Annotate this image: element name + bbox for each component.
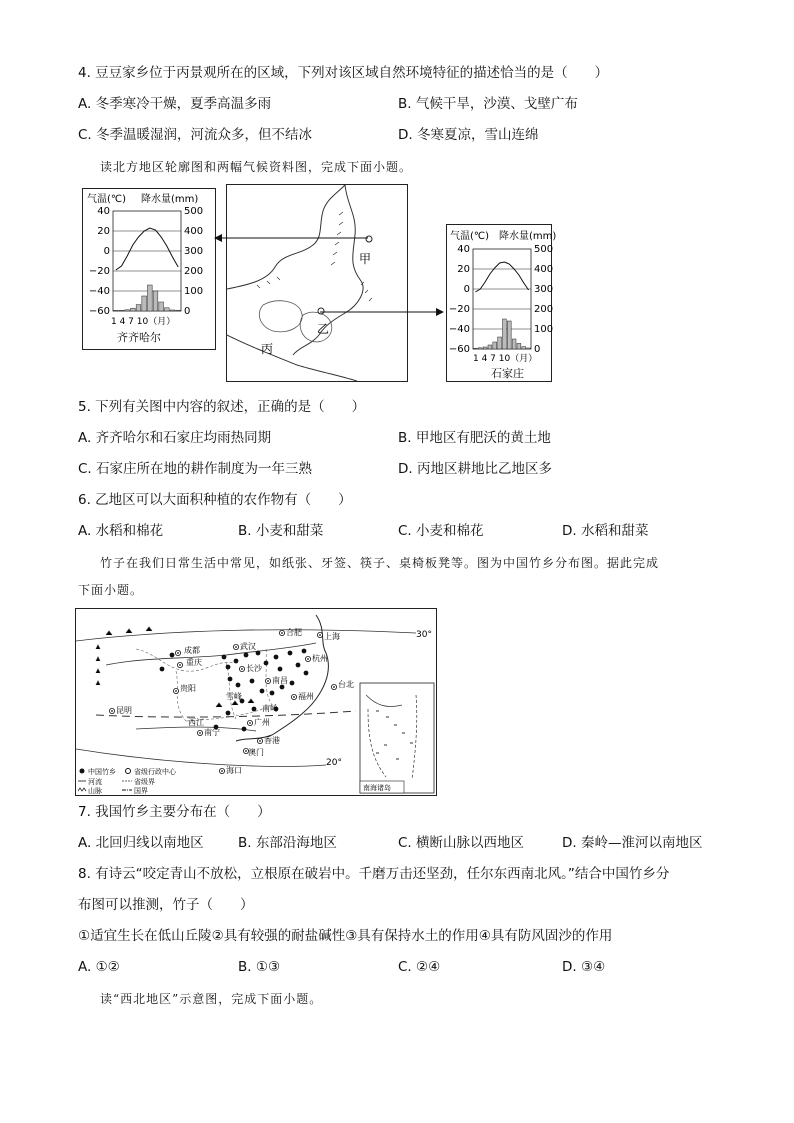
city-label-guiyang: 贵阳 bbox=[180, 684, 196, 693]
precip-bar bbox=[165, 308, 170, 311]
q4-option-b: B. 气候干旱，沙漠、戈壁广布 bbox=[398, 96, 578, 112]
precip-bar bbox=[131, 308, 136, 311]
precip-tick-label: 100 bbox=[534, 324, 554, 335]
city-label-changsha: 长沙 bbox=[246, 664, 262, 673]
q8-option-c: C. ②④ bbox=[398, 959, 441, 975]
city-label-qiqihar: 齐齐哈尔 bbox=[117, 331, 161, 344]
capital-marker-dot bbox=[199, 732, 201, 734]
capital-marker-dot bbox=[175, 690, 177, 692]
latitude-30-label: 30° bbox=[416, 630, 432, 640]
capital-marker-dot bbox=[249, 722, 251, 724]
region-label-yi: 乙 bbox=[317, 322, 330, 336]
q5-option-d: D. 丙地区耕地比乙地区多 bbox=[398, 461, 552, 477]
legend-river: 河流 bbox=[88, 778, 102, 786]
q8-statements: ①适宜生长在低山丘陵②具有较强的耐盐碱性③具有保持水土的作用④具有防风固沙的作用 bbox=[78, 928, 613, 944]
bamboo-town-marker bbox=[228, 677, 233, 682]
precip-tick-label: 500 bbox=[534, 244, 554, 255]
map-legend bbox=[78, 767, 177, 795]
city-label-aomen: 澳门 bbox=[248, 748, 264, 757]
precip-axis-title: 降水量(mm) bbox=[499, 231, 557, 242]
precip-bar bbox=[498, 337, 502, 349]
bamboo-distribution-map bbox=[75, 608, 437, 796]
bamboo-town-marker bbox=[280, 685, 285, 690]
q6-option-a: A. 水稻和棉花 bbox=[78, 523, 164, 539]
temp-tick-label: 20 bbox=[457, 264, 470, 275]
precip-bar bbox=[170, 310, 175, 311]
precip-axis-title: 降水量(mm) bbox=[141, 194, 199, 205]
bamboo-town-marker bbox=[242, 727, 247, 732]
bamboo-town-marker bbox=[234, 659, 239, 664]
capital-marker-dot bbox=[111, 710, 113, 712]
temp-axis-title: 气温(℃) bbox=[87, 194, 127, 205]
precip-tick-label: 200 bbox=[534, 304, 554, 315]
q7-option-a: A. 北回归线以南地区 bbox=[78, 835, 204, 851]
intro-bamboo-line2: 下面小题。 bbox=[78, 583, 144, 597]
precip-tick-label: 300 bbox=[184, 246, 204, 257]
city-label-guangzhou: 广州 bbox=[254, 718, 270, 727]
temp-tick-label: −60 bbox=[88, 306, 110, 317]
q8-option-d: D. ③④ bbox=[562, 959, 606, 975]
temp-tick-label: −40 bbox=[448, 324, 470, 335]
precip-bar bbox=[119, 310, 124, 311]
capital-marker-dot bbox=[235, 646, 237, 648]
q4-option-c: C. 冬季温暖湿润，河流众多，但不结冰 bbox=[78, 127, 313, 143]
temp-line bbox=[116, 228, 178, 270]
q4-option-d: D. 冬寒夏凉，雪山连绵 bbox=[398, 127, 539, 143]
precip-bar bbox=[527, 348, 531, 349]
month-axis-ticks: 1 4 7 10（月） bbox=[473, 354, 538, 364]
q8-stem-line2: 布图可以推测，竹子（ ） bbox=[78, 897, 254, 913]
q7-option-d: D. 秦岭—淮河以南地区 bbox=[562, 835, 703, 851]
precip-tick-label: 400 bbox=[184, 226, 204, 237]
capital-marker-dot bbox=[281, 632, 283, 634]
climate-chart-qiqihar bbox=[82, 188, 216, 350]
bamboo-town-marker bbox=[296, 663, 301, 668]
precip-bar bbox=[517, 343, 521, 349]
precip-bar bbox=[474, 348, 478, 349]
climate-chart-shijiazhuang bbox=[446, 224, 557, 382]
intro-bamboo-line1: 竹子在我们日常生活中常见，如纸张、牙签、筷子、桌椅板凳等。图为中国竹乡分布图。据此完成 bbox=[100, 556, 660, 570]
capital-marker-dot bbox=[319, 634, 321, 636]
city-label-nanchang: 南昌 bbox=[272, 676, 288, 685]
capital-marker-dot bbox=[221, 770, 223, 772]
temp-tick-label: −20 bbox=[88, 266, 110, 277]
south-china-sea-inset bbox=[360, 683, 434, 793]
q5-option-a: A. 齐齐哈尔和石家庄均雨热同期 bbox=[78, 430, 272, 446]
city-label-shijiazhuang: 石家庄 bbox=[491, 367, 524, 380]
precip-bar bbox=[159, 302, 164, 311]
bamboo-town-marker bbox=[250, 679, 255, 684]
legend-capital: 省级行政中心 bbox=[134, 768, 176, 776]
region-label-jia: 甲 bbox=[359, 252, 372, 266]
bamboo-town-marker bbox=[226, 665, 231, 670]
city-label-chengdu: 成都 bbox=[184, 646, 200, 655]
temp-line bbox=[475, 262, 528, 292]
capital-marker-dot bbox=[245, 750, 247, 752]
bamboo-town-marker bbox=[270, 691, 275, 696]
city-label-nanning: 南宁 bbox=[204, 728, 220, 737]
q8-stem-line1: 8. 有诗云“咬定青山不放松，立根原在破岩中。千磨万击还坚劲，任尔东西南北风。”结合中国竹乡分 bbox=[78, 866, 670, 882]
precip-bar bbox=[488, 345, 492, 349]
month-axis-ticks: 1 4 7 10（月） bbox=[111, 317, 176, 327]
capital-marker-dot bbox=[267, 680, 269, 682]
precip-bar bbox=[522, 347, 526, 349]
intro-northwest: 读“西北地区”示意图，完成下面小题。 bbox=[100, 992, 323, 1006]
q7-option-b: B. 东部沿海地区 bbox=[238, 835, 337, 851]
bamboo-town-marker bbox=[260, 689, 265, 694]
capital-marker-dot bbox=[177, 652, 179, 654]
legend-national-border: 国界 bbox=[134, 787, 148, 795]
city-label-chongqing: 重庆 bbox=[186, 658, 202, 667]
precip-bar bbox=[503, 319, 507, 349]
q5-stem: 5. 下列有关图中内容的叙述，正确的是（ ） bbox=[78, 399, 366, 415]
region-label-bing: 丙 bbox=[261, 342, 274, 356]
bamboo-town-marker bbox=[244, 653, 249, 658]
precip-bar bbox=[136, 305, 141, 311]
bamboo-town-marker bbox=[252, 707, 257, 712]
q8-option-a: A. ①② bbox=[78, 959, 120, 975]
figure1-arrows bbox=[214, 230, 454, 330]
intro-north-china: 读北方地区轮廓图和两幅气候资料图，完成下面小题。 bbox=[100, 160, 413, 174]
q7-stem: 7. 我国竹乡主要分布在（ ） bbox=[78, 804, 271, 820]
precip-bar bbox=[148, 285, 153, 311]
bamboo-town-marker bbox=[302, 649, 307, 654]
capital-marker-dot bbox=[293, 696, 295, 698]
bamboo-town-marker bbox=[288, 651, 293, 656]
city-label-kunming: 昆明 bbox=[116, 706, 132, 715]
bamboo-town-marker bbox=[236, 683, 241, 688]
bamboo-town-marker bbox=[170, 653, 175, 658]
bamboo-town-marker bbox=[278, 667, 283, 672]
precip-bar bbox=[507, 321, 511, 349]
temp-tick-label: 40 bbox=[457, 244, 470, 255]
precip-bar bbox=[125, 310, 130, 311]
city-label-xianggang: 香港 bbox=[264, 736, 280, 745]
legend-province-border: 省级界 bbox=[134, 778, 155, 786]
bamboo-town-marker bbox=[222, 655, 227, 660]
precip-tick-label: 500 bbox=[184, 206, 204, 217]
city-label-taibei: 台北 bbox=[338, 680, 354, 689]
precip-tick-label: 100 bbox=[184, 286, 204, 297]
temp-tick-label: −20 bbox=[448, 304, 470, 315]
capital-marker-dot bbox=[333, 686, 335, 688]
precip-bar bbox=[512, 339, 516, 349]
bamboo-town-marker bbox=[290, 681, 295, 686]
q4-option-a: A. 冬季寒冷干燥，夏季高温多雨 bbox=[78, 96, 272, 112]
temp-tick-label: −40 bbox=[88, 286, 110, 297]
temp-tick-label: −60 bbox=[448, 344, 470, 355]
legend-bamboo: 中国竹乡 bbox=[88, 768, 116, 776]
legend-mountain: 山脉 bbox=[88, 787, 102, 795]
city-label-hangzhou: 杭州 bbox=[312, 654, 328, 663]
temp-tick-label: 0 bbox=[103, 246, 110, 257]
city-label-hefei: 合肥 bbox=[286, 628, 302, 637]
mountain-label-xuefeng: 雪峰 bbox=[226, 692, 242, 701]
q4-stem: 4. 豆豆家乡位于丙景观所在的区域，下列对该区域自然环境特征的描述恰当的是（ ） bbox=[78, 65, 609, 81]
inset-label-nanhai: 南海诸岛 bbox=[363, 784, 391, 792]
bamboo-town-marker bbox=[304, 671, 309, 676]
bamboo-town-marker bbox=[256, 651, 261, 656]
river-label-xijiang: 西江 bbox=[188, 718, 204, 727]
temp-tick-label: 0 bbox=[463, 284, 470, 295]
capital-marker-dot bbox=[259, 740, 261, 742]
precip-tick-label: 0 bbox=[184, 306, 191, 317]
temp-tick-label: 20 bbox=[97, 226, 110, 237]
q6-stem: 6. 乙地区可以大面积种植的农作物有（ ） bbox=[78, 492, 352, 508]
city-label-shanghai: 上海 bbox=[324, 632, 340, 641]
precip-bar bbox=[142, 296, 147, 311]
q7-option-c: C. 横断山脉以西地区 bbox=[398, 835, 525, 851]
precip-bar bbox=[153, 291, 158, 311]
capital-marker-dot bbox=[179, 664, 181, 666]
bamboo-town-marker bbox=[274, 655, 279, 660]
precip-bar bbox=[114, 310, 119, 311]
precip-bar bbox=[176, 310, 181, 311]
q5-option-c: C. 石家庄所在地的耕作制度为一年三熟 bbox=[78, 461, 313, 477]
temp-axis-title: 气温(℃) bbox=[450, 231, 490, 242]
city-label-fuzhou: 福州 bbox=[298, 692, 314, 701]
mountain-label-nanling: 南岭 bbox=[262, 704, 278, 713]
q5-option-b: B. 甲地区有肥沃的黄土地 bbox=[398, 430, 551, 446]
q6-option-b: B. 小麦和甜菜 bbox=[238, 523, 324, 539]
q6-option-c: C. 小麦和棉花 bbox=[398, 523, 484, 539]
bamboo-town-marker bbox=[160, 667, 165, 672]
bamboo-town-marker bbox=[226, 711, 231, 716]
city-label-haikou: 海口 bbox=[226, 766, 242, 775]
precip-tick-label: 300 bbox=[534, 284, 554, 295]
capital-marker-dot bbox=[307, 658, 309, 660]
q8-option-b: B. ①③ bbox=[238, 959, 281, 975]
city-label-wuhan: 武汉 bbox=[240, 642, 256, 651]
precip-bar bbox=[483, 347, 487, 349]
precip-bar bbox=[493, 342, 497, 349]
latitude-20-label: 20° bbox=[326, 758, 342, 768]
capital-marker-dot bbox=[241, 668, 243, 670]
temp-tick-label: 40 bbox=[97, 206, 110, 217]
precip-tick-label: 0 bbox=[534, 344, 541, 355]
precip-bar bbox=[478, 348, 482, 349]
precip-tick-label: 400 bbox=[534, 264, 554, 275]
bamboo-town-marker bbox=[264, 661, 269, 666]
precip-tick-label: 200 bbox=[184, 266, 204, 277]
q6-option-d: D. 水稻和甜菜 bbox=[562, 523, 649, 539]
